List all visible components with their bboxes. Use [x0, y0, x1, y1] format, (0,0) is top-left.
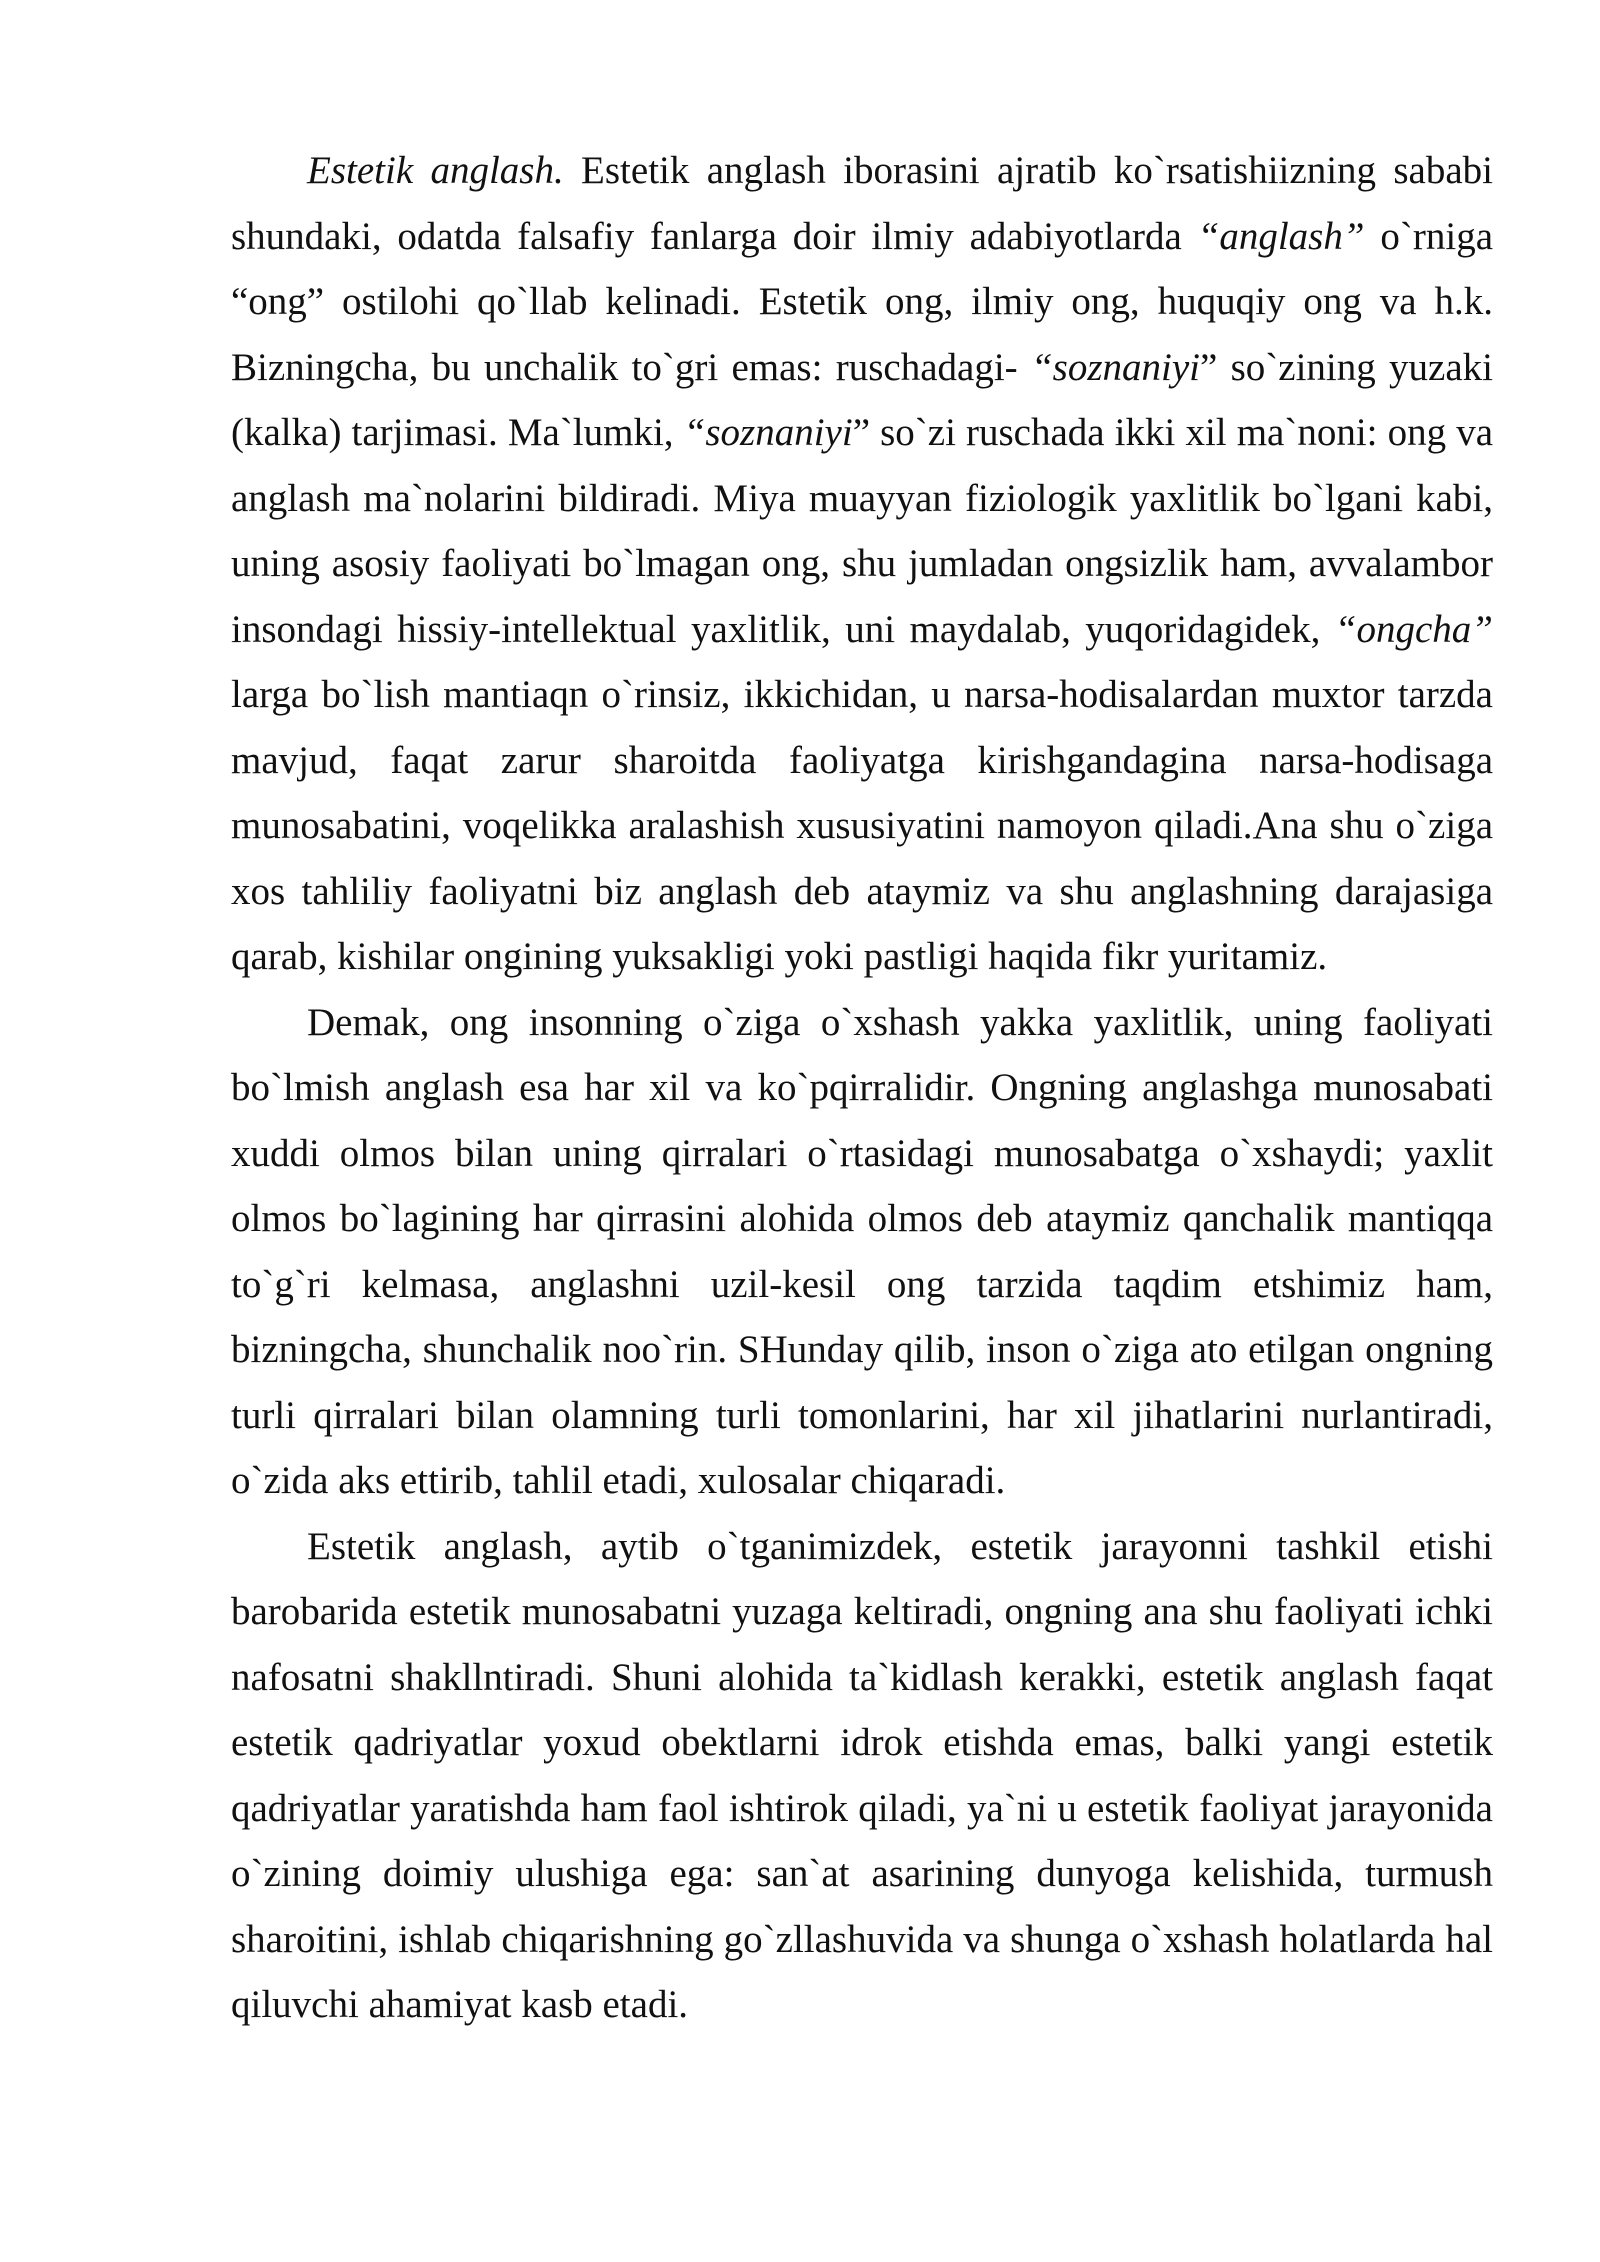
- document-page: [231, 138, 1493, 2038]
- paragraph-1-run-9: “ongcha”: [1334, 607, 1493, 651]
- paragraph-1-run-5: “soznaniyi: [1030, 345, 1200, 389]
- paragraph-2-run-1: Demak, ong insonning o`ziga o`xshash yakka yaxlitlik, uning faoliyati bo`lmish anglash esa har xil va ko`pqirralidir. Ongning anglashga munosabati xuddi olmos bilan uning qirralari o`rtasidagi munosabatga o`xshaydi; yaxlit olmos bo`lagining har qirrasini alohida olmos deb ataymiz qanchalik mantiqqa to`g`ri kelmasa, anglashni uzil-kesil ong tarzida taqdim etshimiz ham, bizningcha, shunchalik noo`rin. SHunday qilib, inson o`ziga ato etilgan ongning turli qirralari bilan olamning turli tomonlarini, har xil jihatlarini nurlantiradi, o`zida aks ettirib, tahlil etadi, xulosalar chiqaradi.: [231, 1000, 1493, 1502]
- paragraph-1-run-8: ” so`zi ruschada ikki xil ma`noni: ong va anglash ma`nolarini bildiradi. Miya muayyan fiziologik yaxlitlik bo`lgani kabi, uning asosiy faoliyati bo`lmagan ong, shu jumladan ongsizlik ham, avvalambor insondagi hissiy-intellektual yaxlitlik, uni maydalab, yuqoridagidek,: [231, 411, 1494, 651]
- paragraph-1-run-10: larga bo`lish mantiaqn o`rinsiz, ikkichidan, u narsa-hodisalardan muxtor tarzda mavjud, faqat zarur sharoitda faoliyatga kirishgandagina narsa-hodisaga munosabatini, voqelikka aralashish xususiyatini namoyon qiladi.Ana shu o`ziga xos tahliliy faoliyatni biz anglash deb ataymiz va shu anglashning darajasiga qarab, kishilar ongining yuksakligi yoki pastligi haqida fikr yuritamiz.: [231, 673, 1493, 978]
- paragraph-1-run-6: ” so`zining yuzaki (kalka) tarjimasi. Ma`lumki,: [231, 345, 1494, 454]
- paragraph-1-run-7: “soznaniyi: [683, 411, 853, 454]
- paragraph-3-run-1: Estetik anglash, aytib o`tganimizdek, estetik jarayonni tashkil etishi barobarida estetik munosabatni yuzaga keltiradi, ongning ana shu faoliyati ichki nafosatni shakllntiradi. Shuni alohida ta`kidlash kerakki, estetik anglash faqat estetik qadriyatlar yoxud obektlarni idrok etishda emas, balki yangi estetik qadriyatlar yaratishda ham faol ishtirok qiladi, ya`ni u estetik faoliyat jarayonida o`zining doimiy ulushiga ega: san`at asarining dunyoga kelishida, turmush sharoitini, ishlab chiqarishning go`zllashuvida va shunga o`xshash holatlarda hal qiluvchi ahamiyat kasb etadi.: [231, 1524, 1493, 2026]
- paragraph-3: [231, 1514, 1493, 2038]
- paragraph-1-run-1: Estetik anglash.: [307, 149, 564, 192]
- paragraph-1-run-3: “anglash”: [1197, 214, 1365, 258]
- paragraph-2: [231, 990, 1493, 1514]
- paragraph-1-run-2: Estetik anglash iborasini ajratib ko`rsatishiizning sababi shundaki, odatda falsafiy fanlarga doir ilmiy adabiyotlarda: [231, 149, 1493, 258]
- paragraph-1: [231, 138, 1493, 990]
- paragraph-1-run-4: o`rniga “ong” ostilohi qo`llab kelinadi. Estetik ong, ilmiy ong, huquqiy ong va h.k. Bizningcha, bu unchalik to`gri emas: ruschadagi-: [231, 214, 1494, 389]
